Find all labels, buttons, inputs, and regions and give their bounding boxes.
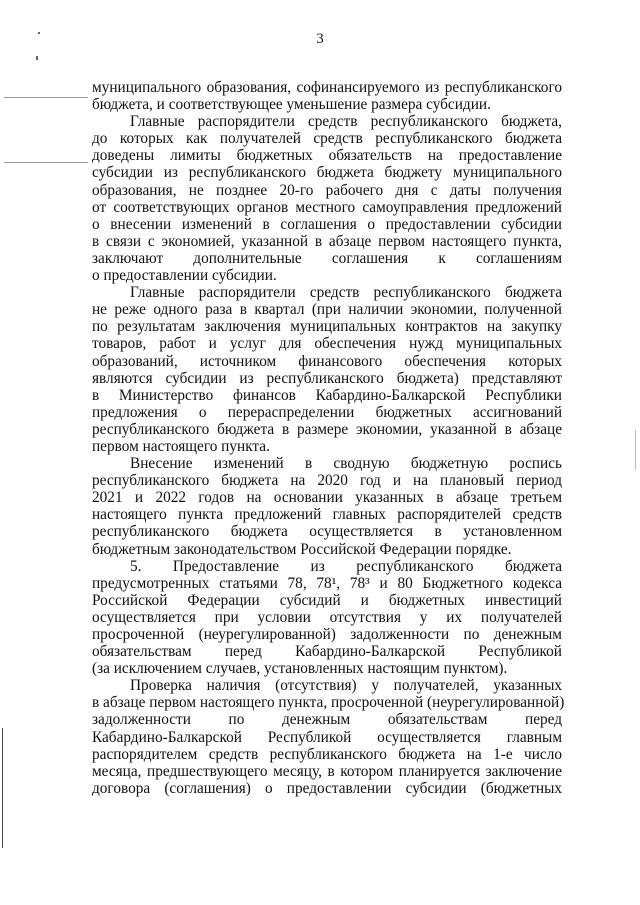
text-line: просроченной (неурегулированной) задолженности по денежным bbox=[92, 626, 562, 643]
text-line: 2021 и 2022 годов на основании указанных в абзаце третьем bbox=[92, 489, 562, 507]
text-line: по результатам заключения муниципальных контрактов на закупку bbox=[92, 318, 562, 336]
text-line: республиканского бюджета в размере экономии, указанной в абзаце bbox=[92, 420, 562, 438]
text-line: субсидии из республиканского бюджета бюджету муниципального bbox=[92, 164, 562, 182]
scan-speck bbox=[38, 32, 40, 34]
text-line: задолженности по денежным обязательствам перед bbox=[92, 711, 562, 729]
paragraph bbox=[92, 558, 562, 678]
text-line: о предоставлении субсидии. bbox=[92, 267, 277, 285]
scan-dash-line bbox=[4, 97, 88, 98]
text-line: (за исключением случаев, установленных настоящим пунктом). bbox=[92, 660, 508, 678]
text-line: бюджетным законодательством Российской Федерации порядке. bbox=[92, 540, 512, 558]
text-line: республиканского бюджета на 2020 год и на плановый период bbox=[92, 472, 562, 490]
text-line: доведены лимиты бюджетных обязательств на предоставление bbox=[92, 147, 562, 165]
text-line: договора (соглашения) о предоставлении субсидии (бюджетных bbox=[92, 779, 562, 797]
text-line: Проверка наличия (отсутствия) у получателей, указанных bbox=[130, 677, 562, 695]
text-line: о внесении изменений в соглашения о предоставлении субсидии bbox=[92, 215, 562, 233]
text-line: 5. Предоставление из республиканского бюджета bbox=[130, 557, 562, 575]
text-line: являются субсидии из республиканского бюджета) представляют bbox=[92, 369, 562, 387]
paragraph bbox=[92, 284, 562, 455]
text-line: в связи с экономией, указанной в абзаце первом настоящего пункта, bbox=[92, 232, 562, 250]
text-line: осуществляется при условии отсутствия у их получателей bbox=[92, 608, 562, 626]
paragraph bbox=[92, 79, 562, 113]
document-body bbox=[92, 79, 565, 797]
text-line: от соответствующих органов местного самоуправления предложений bbox=[92, 198, 562, 216]
text-line: не реже одного раза в квартал (при наличии экономии, полученной bbox=[92, 301, 562, 319]
text-line: обязательствам перед Кабардино-Балкарской Республикой bbox=[92, 643, 562, 661]
text-line: муниципального образования, софинансируемого из республиканского bbox=[92, 79, 562, 96]
text-line: в Министерство финансов Кабардино-Балкарской Республики bbox=[92, 386, 562, 404]
text-line: бюджета, и соответствующее уменьшение размера субсидии. bbox=[92, 96, 491, 114]
text-line: образований, источником финансового обеспечения которых bbox=[92, 352, 562, 370]
text-line: Кабардино-Балкарской Республикой осуществляется главным bbox=[92, 728, 562, 746]
text-line: Главные распорядители средств республиканского бюджета bbox=[130, 284, 562, 302]
paragraph bbox=[92, 113, 562, 284]
text-line: в абзаце первом настоящего пункта, просроченной (неурегулированной) bbox=[92, 694, 565, 712]
paragraph bbox=[92, 455, 562, 558]
text-line: распорядителем средств республиканского бюджета на 1-е число bbox=[92, 745, 562, 763]
text-line: первом настоящего пункта. bbox=[92, 437, 270, 455]
text-line: предусмотренных статьями 78, 78¹, 78³ и 80 Бюджетного кодекса bbox=[92, 574, 562, 592]
page-number: 3 bbox=[316, 31, 324, 47]
text-line: образования, не позднее 20-го рабочего дня с даты получения bbox=[92, 181, 562, 199]
text-line: до которых как получателей средств республиканского бюджета bbox=[92, 130, 562, 148]
text-line: республиканского бюджета осуществляется в установленном bbox=[92, 523, 562, 541]
scan-edge-mark bbox=[635, 430, 636, 470]
text-line: товаров, работ и услуг для обеспечения нужд муниципальных bbox=[92, 335, 562, 353]
text-line: заключают дополнительные соглашения к соглашениям bbox=[92, 249, 562, 267]
scan-speck bbox=[36, 56, 38, 60]
text-line: Внесение изменений в сводную бюджетную роспись bbox=[130, 455, 562, 473]
text-line: Российской Федерации субсидий и бюджетных инвестиций bbox=[92, 591, 562, 609]
scan-dash-line bbox=[4, 162, 88, 163]
paragraph bbox=[92, 677, 565, 797]
text-line: настоящего пункта предложений главных распорядителей средств bbox=[92, 506, 562, 524]
text-line: предложения о перераспределении бюджетных ассигнований bbox=[92, 403, 562, 421]
scan-edge-mark bbox=[2, 728, 3, 848]
text-line: месяца, предшествующего месяцу, в котором планируется заключение bbox=[92, 762, 562, 780]
text-line: Главные распорядители средств республиканского бюджета, bbox=[130, 113, 562, 131]
